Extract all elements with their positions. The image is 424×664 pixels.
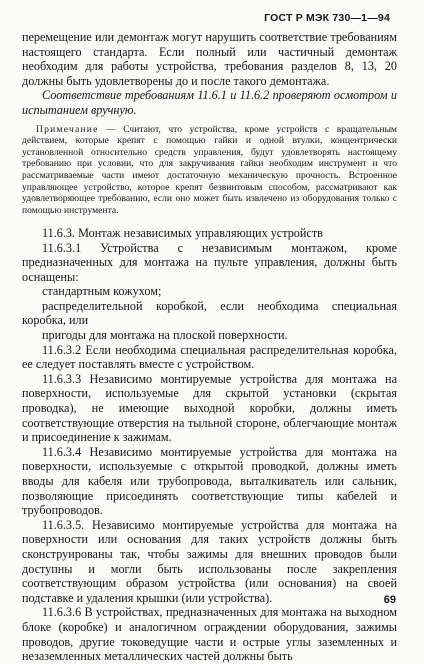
note-block <box>22 124 397 217</box>
list-item-junction-box: распределительной коробкой, если необходима специальная коробка, или <box>22 298 397 328</box>
paragraph-11-6-3-4: 11.6.3.4 Независимо монтируемые устройства для монтажа на поверхности, используемые с открытой проводкой, должны иметь вводы для кабеля или трубопровода, выталкиватель или сальник, позволяющие присоединять соответствующие типы кабелей и трубопроводов. <box>22 444 397 518</box>
paragraph-compliance: Соответствие требованиям 11.6.1 и 11.6.2 проверяют осмотром и испытанием вручную. <box>22 88 397 117</box>
list-item-casing: стандартным кожухом; <box>42 284 162 299</box>
section-heading-11-6-3: 11.6.3. Монтаж независимых управляющих устройств <box>42 225 323 240</box>
paragraph-11-6-3-2: 11.6.3.2 Если необходима специальная распределительная коробка, ее следует поставлять вместе с устройством. <box>22 342 397 372</box>
paragraph-11-6-3-5: 11.6.3.5. Независимо монтируемые устройства для монтажа на поверхности или основания для таких устройств должны быть сконструированы так, чтобы зажимы для внешних проводов были доступны и могли быть использованы после закрепления соответствующим образом устройства (или основания) на своей подставке и удаления крышки (или устройства). <box>22 517 397 605</box>
paragraph-11-6-3-6: 11.6.3.6 В устройствах, предназначенных для монтажа на выходном блоке (коробке) и аналогичном ограждении оборудования, зажимы проводов, другие токоведущие части и острые углы заземленных и незаземленных металлических частей должны быть <box>22 605 397 664</box>
paragraph-11-6-3-1: 11.6.3.1 Устройства с независимым монтажом, кроме предназначенных для монтажа на пульте управления, должны быть оснащены: <box>22 240 397 284</box>
paragraph-continuation: перемещение или демонтаж могут нарушить соответствие требованиям настоящего стандарта. Если полный или частичный демонтаж необходим для работы устройства, требования разделов 8, 13, 20 должны быть удовлетворены до и после такого демонтажа. <box>22 30 397 88</box>
page-body <box>22 30 397 664</box>
list-item-flat-surface: пригоды для монтажа на плоской поверхности. <box>42 328 288 343</box>
standard-header: ГОСТ Р МЭК 730—1—94 <box>264 12 390 24</box>
paragraph-11-6-3-3: 11.6.3.3 Независимо монтируемые устройства для монтажа на поверхности, используемые для скрытой установки (скрытая проводка), не имеющие выходной коробки, должны иметь соответствующие отверстия на тыльной стороне, облегчающие монтаж и присоединение к зажимам. <box>22 371 397 445</box>
note-text: — Считают, что устройства, кроме устройств с вращательным действием, которые крепят с помощью гайки и одной втулки, концентрически установленной относительно средств управления, будут удовлетворять настоящему требованию при условии, что для закручивания гайки необходим инструмент и что рассматриваемые части имеют достаточную механическую прочность. Встроенное управляющее устройство, которое крепят безвинтовым способом, рассматривают как удовлетворяющее требованию, если оно может быть извлечено из оборудования только с помощью инструмента. <box>22 123 397 216</box>
note-label: Примечание <box>36 123 99 135</box>
page-number: 69 <box>383 594 396 606</box>
